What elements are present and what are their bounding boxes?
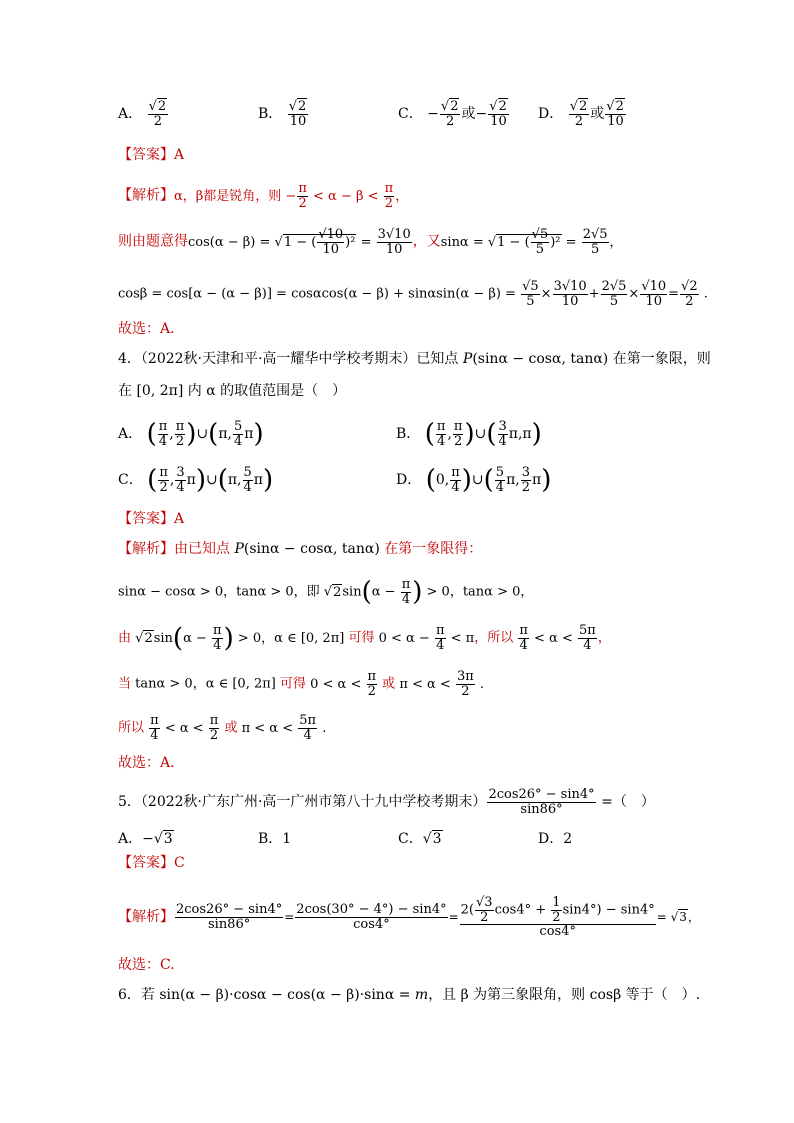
q5-option-a: A．−√3 bbox=[118, 831, 173, 847]
q4-analysis-line4: 当 tanα > 0，α ∈ [0, 2π] 可得 0 < α < $\frac{\pi}{2}$ 或 π < α < $\frac{3\pi}{2}$ . bbox=[118, 669, 485, 699]
q4-stem-line2: 在 [0, 2π] 内 α 的取值范围是（ ） bbox=[118, 383, 347, 399]
q4-answer: 【答案】A bbox=[118, 511, 185, 527]
q4-option-c: C． ( $\frac{\pi}{2}$ , $\frac{3}{4}$ π)∪(π, $\frac{5}{4}$ π) bbox=[118, 465, 274, 496]
q3-option-b: B． $\frac{√2}{10}$ bbox=[258, 99, 307, 129]
q5-option-d: D．2 bbox=[538, 831, 573, 847]
q4-analysis-line2: sinα − cosα > 0，tanα > 0，即 √2sin(α − $\frac{\pi}{4}$ ) > 0，tanα > 0， bbox=[118, 577, 534, 608]
q4-conclusion: 故选：A． bbox=[118, 755, 185, 771]
q3-analysis-line2: 则由题意得cos(α − β) = √1 − ( $\frac{√10}{10}$ )² = $\frac{3√10}{10}$ ，又sinα = √1 − ( $\frac{√5}{5}$ )² = $\frac{2√5}{5}$ ， bbox=[118, 227, 623, 257]
q3-conclusion: 故选：A． bbox=[118, 321, 185, 337]
q3-analysis-line1: 【解析】α，β都是锐角，则 − $\frac{\pi}{2}$ < α − β < $\frac{\pi}{2}$ ， bbox=[118, 181, 409, 211]
q3-option-a: A． $\frac{√2}{2}$ bbox=[118, 99, 167, 129]
q5-stem: 5．（2022秋·广东广州·高一广州市第八十九中学校考期末） $\frac{2\cos 26^\circ - \sin 4^\circ}{\sin 86^\circ}$ =（ ） bbox=[118, 787, 655, 817]
q6-stem: 6．若 sin(α − β)·cosα − cos(α − β)·sinα = m，且 β 为第三象限角，则 cosβ 等于（ ）. bbox=[118, 987, 701, 1003]
q5-option-c: C．√3 bbox=[398, 831, 442, 847]
q4-analysis-line1: 【解析】由已知点 P(sinα − cosα, tanα) 在第一象限得： bbox=[118, 541, 483, 557]
q4-analysis-line3: 由 √2sin(α − $\frac{\pi}{4}$ ) > 0，α ∈ [0, 2π] 可得 0 < α − $\frac{\pi}{4}$ < π，所以 $\frac{\pi}{4}$ < α < $\frac{5\pi}{4}$ ， bbox=[118, 623, 611, 654]
q4-option-a: A． ( $\frac{\pi}{4}$ , $\frac{\pi}{2}$ )∪(π, $\frac{5}{4}$ π) bbox=[118, 419, 264, 450]
q3-answer: 【答案】A bbox=[118, 147, 185, 163]
q5-analysis: 【解析】 $\frac{2\cos 26^\circ - \sin 4^\circ}{\sin 86^\circ}$ = $\frac{2\cos(30^\circ - 4^\circ) - \sin 4^\circ}{\cos 4^\circ}$ = 2( $\frac{√3}{2}$ cos4° + $\frac{1}{2}$ sin4°) − sin4° cos4° = √3， bbox=[118, 895, 700, 940]
q3-option-c: C． − $\frac{√2}{2}$ 或− $\frac{√2}{10}$ bbox=[398, 99, 507, 129]
q5-answer: 【答案】C bbox=[118, 855, 185, 871]
q4-analysis-line5: 所以 $\frac{\pi}{4}$ < α < $\frac{\pi}{2}$ 或 π < α < $\frac{5\pi}{4}$ . bbox=[118, 713, 327, 743]
q5-conclusion: 故选：C. bbox=[118, 957, 175, 973]
q4-option-b: B． ( $\frac{\pi}{4}$ , $\frac{\pi}{2}$ )∪( $\frac{3}{4}$ π,π) bbox=[396, 419, 542, 450]
q5-option-b: B．1 bbox=[258, 831, 292, 847]
q3-option-d: D． $\frac{√2}{2}$ 或 $\frac{√2}{10}$ bbox=[538, 99, 624, 129]
q4-option-d: D． (0, $\frac{\pi}{4}$ )∪( $\frac{5}{4}$ π, $\frac{3}{2}$ π) bbox=[396, 465, 552, 496]
q3-analysis-line3: cosβ = cos[α − (α − β)] = cosαcos(α − β) + sinαsin(α − β) = $\frac{√5}{5}$ × $\frac{3√10}{10}$ + $\frac{2√5}{5}$ × $\frac{√10}{10}$ = $\frac{√2}{2}$ . bbox=[118, 279, 708, 309]
q4-stem-line1: 4．（2022秋·天津和平·高一耀华中学校考期末）已知点 P(sinα − cosα, tanα) 在第一象限，则 bbox=[118, 351, 711, 367]
